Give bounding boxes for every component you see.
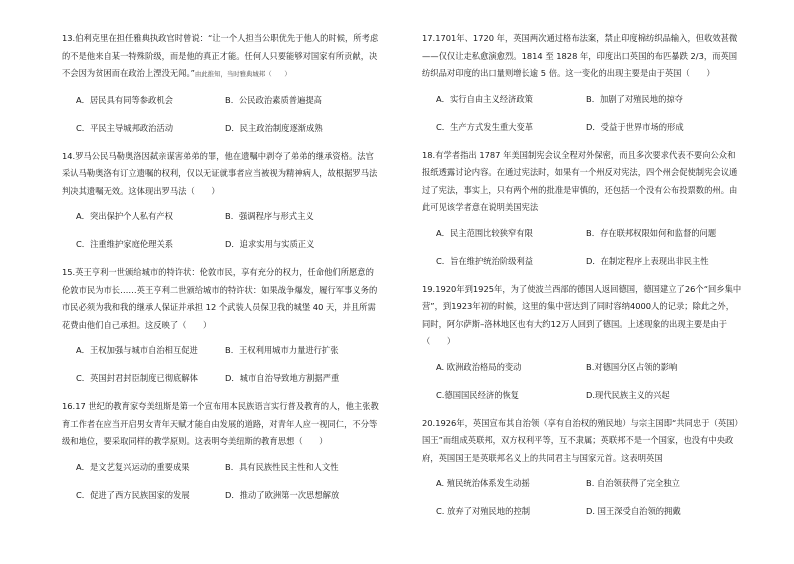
option-d: D．民主政治制度逐渐成熟 xyxy=(225,122,323,133)
option-a: A．王权加强与城市自治相互促进 xyxy=(76,345,198,355)
option-d: D．推动了欧洲第一次思想解放 xyxy=(225,489,340,500)
option-c: C．旨在维护统治阶级利益 xyxy=(436,255,534,266)
option-a: A. 殖民统治体系发生动摇 xyxy=(436,478,530,488)
options xyxy=(62,459,380,515)
option-d: D．追求实用与实质正义 xyxy=(225,239,315,249)
option-a: A. 欧洲政治格局的变动 xyxy=(436,361,522,372)
option-c: C．注重维护家庭伦理关系 xyxy=(76,239,174,249)
options xyxy=(422,225,742,281)
option-d: D. 国王深受自治领的拥戴 xyxy=(586,506,681,516)
option-c: C．英国封君封臣制度已彻底解体 xyxy=(76,373,198,383)
question-18 xyxy=(422,147,742,281)
option-b: B. 自治领获得了完全独立 xyxy=(586,478,680,488)
option-a: A．突出保护个人私有产权 xyxy=(76,211,173,221)
options xyxy=(422,475,742,531)
question-stem: 14.罗马公民马勒奥洛因弑亲谋害弟弟的罪，他在遗嘱中剥夺了弟弟的继承资格。法官采认马勒奥洛有订立遗嘱的权利，仅以无证就事者应当被视为精神病人，故根据罗马法判决其遗嘱无效。这体现出罗马法（ ） xyxy=(62,150,378,196)
option-a: A．民主范围比较狭窄有限 xyxy=(436,227,533,238)
options xyxy=(62,208,380,264)
options xyxy=(62,342,380,398)
option-b: B.对德国分区占领的影响 xyxy=(586,361,678,372)
option-d: D.现代民族主义的兴起 xyxy=(586,389,670,400)
question-17 xyxy=(422,30,742,147)
option-c: C．生产方式发生重大变革 xyxy=(436,121,534,132)
options xyxy=(422,359,742,415)
question-stem: 15.英王亨利一世颁给城市的特许状：伦敦市民，享有充分的权力，任命他们所愿意的伦敦市民为市长……英王亨利二世颁给城市的特许状：如果战争爆发，履行军事义务的市民必须为我和我的继承人保证并承担 12 个武装人员保卫我的城堡 40 天，并且所需花费由他们自己承担。这反映了（ ） xyxy=(62,267,378,330)
option-c: C．平民主导城邦政治活动 xyxy=(76,122,174,133)
question-19 xyxy=(422,281,742,415)
option-a: A．居民具有同等参政机会 xyxy=(76,94,173,105)
option-c: C.德国国民经济的恢复 xyxy=(436,389,520,400)
question-stem: 18.有学者指出 1787 年美国制宪会议全程对外保密，而且多次要求代表不要向公众和报纸透露讨论内容。在通过宪法时，如果有一个州反对宪法，四个州会促使制宪会议通过了宪法，事实上，只有两个州的批准是审慎的，还包括一个没有公布投票数的州。由此可见该学者意在说明美国宪法 xyxy=(422,149,738,212)
option-b: B．具有民族性民主性和人文性 xyxy=(225,461,339,472)
question-20 xyxy=(422,415,742,532)
option-a: A．是文艺复兴运动的重要成果 xyxy=(76,461,190,472)
option-b: B．加剧了对殖民地的掠夺 xyxy=(586,93,683,104)
option-a: A．实行自由主义经济政策 xyxy=(436,93,533,104)
option-c: C. 放弃了对殖民地的控制 xyxy=(436,506,531,516)
left-column xyxy=(62,30,380,515)
option-d: D．在制定程序上表现出非民主性 xyxy=(586,255,709,266)
question-note: 由此推知，当时雅典城邦（ ） xyxy=(194,70,291,78)
options xyxy=(62,92,380,148)
options xyxy=(422,91,742,147)
option-d: D．受益于世界市场的形成 xyxy=(586,121,684,132)
question-14 xyxy=(62,148,380,265)
option-b: B．强调程序与形式主义 xyxy=(225,211,314,221)
question-16 xyxy=(62,398,380,515)
right-column xyxy=(422,30,742,531)
question-15 xyxy=(62,264,380,398)
question-stem: 17.1701年、1720 年，英国两次通过格布法案，禁止印度棉纺织品输入，但收效甚微——仅仅让走私愈演愈烈。1814 至 1828 年，印度出口英国的布匹暴跌 2/3，而英国纺织品对印度的出口量则增长逾 5 倍。这一变化的出现主要是由于英国（ ） xyxy=(422,33,738,78)
question-stem: 20.1926年，英国宣布其自治领（享有自治权的殖民地）与宗主国即“共同忠于（英国）国王”而组成英联邦，双方权利平等，互不隶属；英联邦不是一个国家，也没有中央政府，英国国王是英联邦名义上的共同君主与国家元首。这表明英国 xyxy=(422,417,739,463)
question-13 xyxy=(62,30,380,148)
option-b: B．存在联邦权限如何和监督的问题 xyxy=(586,227,717,238)
option-b: B．公民政治素质普遍提高 xyxy=(225,94,322,105)
option-c: C．促进了西方民族国家的发展 xyxy=(76,489,190,500)
option-b: B．王权利用城市力量进行扩张 xyxy=(225,345,339,355)
question-stem: 16.17 世纪的教育家夸美纽斯是第一个宣布用本民族语言实行普及教育的人，他主张教育工作者在应当开启男女青年天赋才能自由发展的道路，对青年人应一视同仁，不分等级和地位，要采取同样的教学原则。这表明夸美纽斯的教育思想（ ） xyxy=(62,401,379,446)
option-d: D．城市自治导致地方割据严重 xyxy=(225,373,340,383)
question-stem: 13.伯利克里在担任雅典执政官时曾说：“让一个人担当公职优先于他人的时候，所考虑的不是他来自某一特殊阶级，而是他的真正才能。任何人只要能够对国家有所贡献，决不会因为贫困而在政治上湮没无闻。” xyxy=(62,33,379,78)
question-stem: 19.1920年到1925年，为了使波兰西部的德国人返回德国，德国建立了26个“回乡集中营”，到1923年初的时候，这里的集中营达到了同时容纳4000人的记录；除此之外，同时，阿尔萨斯–洛林地区也有大约12万人回到了德国。上述现象的出现主要是由于（ ） xyxy=(422,283,742,346)
